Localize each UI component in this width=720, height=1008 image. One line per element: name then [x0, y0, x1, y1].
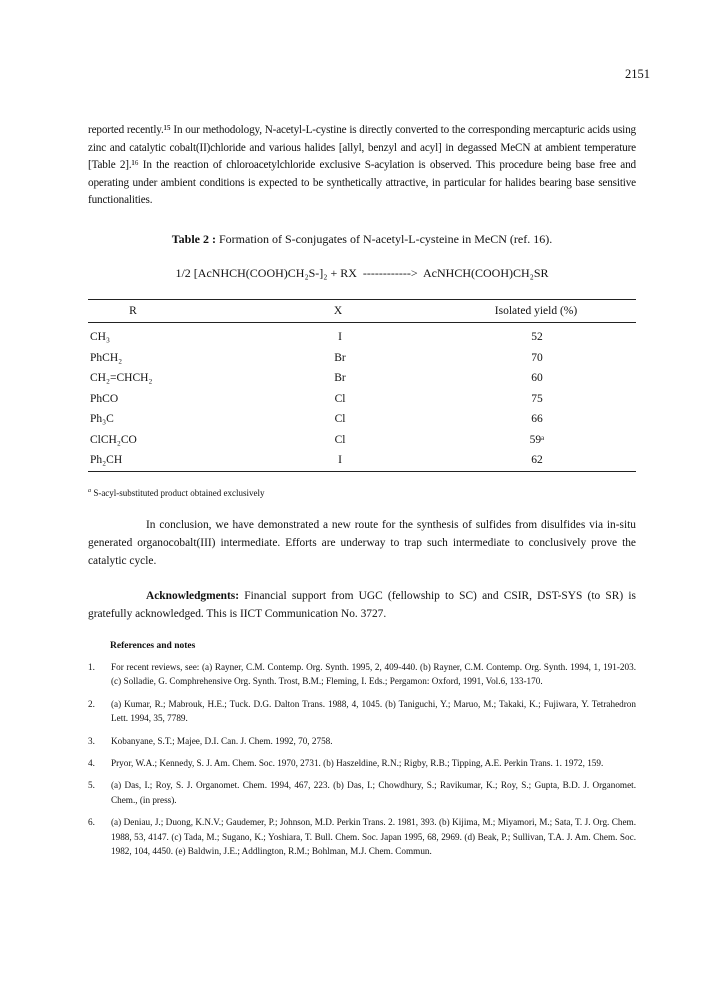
cell-yield: 75: [531, 392, 543, 405]
references-heading: References and notes: [110, 641, 196, 651]
reference-text: (a) Deniau, J.; Duong, K.N.V.; Gaudemer, P.; Johnson, M.D. Perkin Trans. 2. 1981, 393. (b) Kijima, M.; Miyamori, M.; Sata, T. J. Org. Chem. 1988, 53, 4147. (c) Tada, M.; Sugano, K.; Yoshiara, T. Bull. Chem. Soc. Japan 1995, 68, 2969. (d) Beak, P.; Sullivan, T.A. J. Am. Chem. Soc. 1982, 104, 4450. (e) Baldwin, J.E.; Addlington, R.M.; Bohlman, M.J. Chem. Commun.: [111, 817, 636, 857]
reference-number: 6.: [88, 817, 95, 828]
reference-item: [88, 734, 636, 748]
footnote-mark: a: [88, 488, 92, 494]
yield-table: [88, 299, 636, 472]
table-caption-text: Formation of S-conjugates of N-acetyl-L-cysteine in MeCN (ref. 16).: [219, 232, 553, 246]
reference-number: 5.: [88, 780, 95, 791]
equation-product: AcNHCH(COOH)CH₂SR: [423, 266, 549, 280]
header-r: R: [129, 305, 137, 317]
reference-item: [88, 756, 636, 770]
reference-item: [88, 815, 636, 858]
reference-number: 2.: [88, 698, 95, 709]
acknowledgments-text: Financial support from UGC (fellowship to SC) and CSIR, DST-SYS (to SR) is gratefully acknowledged. This is IICT Communication No. 3727.: [88, 590, 636, 620]
cell-x: Br: [334, 351, 346, 364]
table-row: [88, 348, 636, 369]
table-row: [88, 409, 636, 430]
cell-x: Cl: [334, 413, 346, 426]
table-row: [88, 450, 636, 471]
reference-text: (a) Kumar, R.; Mabrouk, H.E.; Tuck. D.G. Dalton Trans. 1988, 4, 1045. (b) Taniguchi, Y.; Maruo, M.; Takaki, K.; Fujiwara, Y. Tetrahedron Lett. 1994, 35, 7789.: [111, 698, 636, 724]
table-row: [88, 368, 636, 389]
cell-r: CH₂=CHCH₂: [90, 372, 153, 385]
table-header-row: [88, 300, 636, 322]
equation-reactants: 1/2 [AcNHCH(COOH)CH₂S-]₂ + RX: [175, 266, 357, 280]
table-row: [88, 389, 636, 410]
cell-x: Br: [334, 372, 346, 385]
reference-number: 1.: [88, 662, 95, 672]
cell-r: PhCH₂: [90, 351, 123, 364]
cell-x: I: [338, 331, 342, 344]
table-caption-label: Table 2 :: [171, 232, 216, 246]
table-row: [88, 327, 636, 348]
cell-r: Ph₂CH: [90, 454, 123, 467]
reference-text: (a) Das, I.; Roy, S. J. Organomet. Chem. 1994, 467, 223. (b) Das, I.; Chowdhury, S.; Ravikumar, K.; Roy, S.; Gupta, B.D. J. Organomet. Chem., (in press).: [111, 780, 636, 805]
references-list: [88, 660, 636, 866]
cell-yield: 66: [531, 413, 543, 426]
reference-number: 3.: [88, 735, 95, 746]
reference-item: [88, 778, 636, 807]
cell-x: I: [338, 454, 342, 467]
cell-r: CH₃: [90, 331, 110, 344]
cell-yield: 59ᵃ: [529, 433, 545, 446]
cell-r: ClCH₂CO: [90, 433, 137, 446]
acknowledgments-paragraph: [88, 587, 636, 623]
table-bottom-rule: [88, 471, 636, 472]
acknowledgments-label: Acknowledgments:: [146, 590, 240, 602]
equation-arrow: ------------>: [362, 266, 418, 280]
header-x: X: [333, 305, 343, 317]
reference-text: For recent reviews, see: (a) Rayner, C.M. Contemp. Org. Synth. 1995, 2, 409-440. (b) Rayner, C.M. Contemp. Org. Synth. 1994, 1, 191-203. (c) Solladie, G. Comphrehensive Org. Synth. Trost, B.M.; Fleming, I. Eds.; Pergamon: Oxford, 1991, Vol.6, 133-170.: [111, 662, 636, 687]
table-row: [88, 430, 636, 451]
cell-x: Cl: [334, 392, 346, 405]
cell-r: PhCO: [90, 392, 119, 405]
cell-yield: 60: [531, 372, 543, 385]
reference-item: [88, 697, 636, 726]
table-caption: [88, 232, 636, 247]
table-footnote: [88, 488, 265, 498]
reference-text: Kobanyane, S.T.; Majee, D.I. Can. J. Chem. 1992, 70, 2758.: [111, 735, 333, 746]
body-paragraph-conclusion: In conclusion, we have demonstrated a new route for the synthesis of sulfides from disulfides via in-situ generated organocobalt(III) intermediate. Efforts are underway to trap such intermediate to conclusively prove the catalytic cycle.: [88, 519, 636, 567]
cell-yield: 52: [531, 331, 543, 344]
reference-text: Pryor, W.A.; Kennedy, S. J. Am. Chem. Soc. 1970, 2731. (b) Haszeldine, R.N.; Rigby, R.B.; Tipping, A.E. Perkin Trans. 1. 1972, 159.: [111, 758, 604, 769]
reaction-equation: [88, 266, 636, 281]
cell-yield: 70: [531, 351, 543, 364]
cell-r: Ph₃C: [90, 413, 114, 426]
cell-yield: 62: [531, 454, 543, 467]
header-yield: Isolated yield (%): [494, 305, 578, 317]
body-paragraph-intro: reported recently.¹⁵ In our methodology, N-acetyl-L-cystine is directly converted to the corresponding mercapturic acids using zinc and catalytic cobalt(II)chloride and various halides [allyl, benzyl and acyl] in degassed MeCN at ambient temperature [Table 2].¹⁶ In the reaction of chloroacetylchloride exclusive S-acylation is observed. This procedure being base free and operating under ambient conditions is expected to be synthetically attractive, in particular for halides bearing base sensitive functionalities.: [88, 124, 636, 206]
cell-x: Cl: [334, 433, 346, 446]
page-number: 2151: [625, 67, 650, 81]
reference-number: 4.: [88, 758, 95, 769]
footnote-text: S-acyl-substituted product obtained exclusively: [93, 488, 265, 498]
reference-item: [88, 660, 636, 689]
